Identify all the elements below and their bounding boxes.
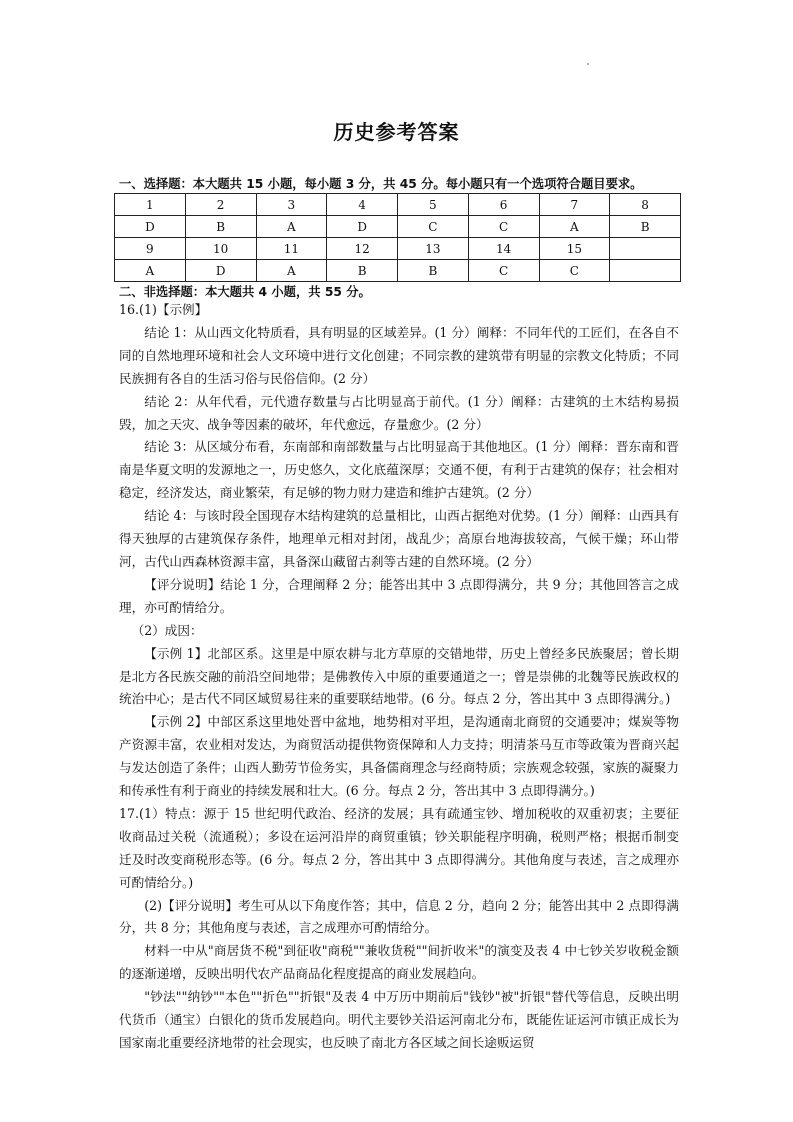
question-number-cell: 6 bbox=[468, 194, 539, 216]
question-number-cell: 1 bbox=[115, 194, 186, 216]
table-row bbox=[115, 238, 681, 260]
question-number-cell: 15 bbox=[539, 238, 610, 260]
q16-conclusion-4: 结论 4：与该时段全国现存木结构建筑的总量相比，山西占据绝对优势。(1 分）阐释：山西具有得天独厚的古建筑保存条件，地理单元相对封闭，战乱少；高原台地海拔较高，气候干燥；环山带河，古代山西森林资源丰富，具备深山藏留古刹等古建的自然环境。(2 分） bbox=[119, 508, 679, 569]
table-row bbox=[115, 260, 681, 282]
q16-label: 16.(1)【示例】 bbox=[119, 302, 208, 317]
question-number-cell: 10 bbox=[185, 238, 256, 260]
question-number-cell: 8 bbox=[610, 194, 681, 216]
table-row bbox=[115, 194, 681, 216]
question-number-cell: 5 bbox=[398, 194, 469, 216]
page-title: 历史参考答案 bbox=[333, 120, 460, 144]
section-2-heading: 二、非选择题：本大题共 4 小题，共 55 分。 bbox=[119, 285, 371, 299]
q16-conclusion-3: 结论 3：从区域分布看，东南部和南部数量与占比明显高于其他地区。(1 分）阐释：晋东南和晋南是华夏文明的发源地之一，历史悠久，文化底蕴深厚；交通不便，有利于古建筑的保存；社会相对稳定，经济发达，商业繁荣，有足够的物力财力建造和维护古建筑。(2 分） bbox=[119, 439, 679, 501]
question-number-cell: 9 bbox=[115, 238, 186, 260]
question-number-cell: 3 bbox=[256, 194, 327, 216]
question-number-cell: 14 bbox=[468, 238, 539, 260]
answer-cell: C bbox=[468, 260, 539, 282]
answer-cell: B bbox=[185, 216, 256, 238]
q17-part2-scoring: (2)【评分说明】考生可从以下角度作答；其中，信息 2 分，趋向 2 分；能答出其中 2 点即得满分，共 8 分；其他角度与表述，言之成理亦可酌情给分。 bbox=[119, 897, 679, 936]
q16-example-1: 【示例 1】北部区系。这里是中原农耕与北方草原的交错地带，历史上曾经多民族聚居；曾长期是北方各民族交融的前沿空间地带；是佛教传入中原的重要通道之一；曾是崇佛的北魏等民族政权的统治中心；是古代不同区域贸易往来的重要联结地带。(6 分。每点 2 分，答出其中 3 点即得满分。) bbox=[119, 645, 679, 707]
q17-currency-trend: "钞法""纳钞""本色""折色""折银"及表 4 中万历中期前后"钱钞"被"折银"替代等信息，反映出明代货币（通宝）白银化的货币发展趋向。明代主要钞关沿运河南北分布，既能佐证运河市镇正成长为国家南北重要经济地带的社会现实，也反映了南北方各区域之间长途贩运贸 bbox=[119, 989, 679, 1050]
answer-cell: D bbox=[115, 216, 186, 238]
answer-cell: B bbox=[327, 260, 398, 282]
table-row bbox=[115, 216, 681, 238]
q17-material-1: 材料一中从"商居货不税"到征收"商税""兼收货税""间折收米"的演变及表 4 中七钞关岁收税金额的逐渐递增，反映出明代农产品商品化程度提高的商业发展趋向。 bbox=[119, 943, 679, 982]
answer-cell: C bbox=[398, 216, 469, 238]
answer-cell: C bbox=[468, 216, 539, 238]
question-number-cell bbox=[610, 238, 681, 260]
answer-cell: A bbox=[256, 216, 327, 238]
question-number-cell: 11 bbox=[256, 238, 327, 260]
answer-cell: B bbox=[610, 216, 681, 238]
answer-cell: A bbox=[115, 260, 186, 282]
answer-cell bbox=[610, 260, 681, 282]
answer-table bbox=[114, 193, 681, 282]
q17-part1: 17.(1）特点：源于 15 世纪明代政治、经济的发展；具有疏通宝钞、增加税收的双重初衷；主要征收商品过关税（流通税）；多设在运河沿岸的商贸重镇；钞关职能程序明确，税则严格；根据币制变迁及时改变商税形态等。(6 分。每点 2 分，答出其中 3 点即得满分。其他角度与表述，言之成理亦可酌情给分。) bbox=[119, 805, 679, 890]
q16-scoring-note: 【评分说明】结论 1 分，合理阐释 2 分；能答出其中 3 点即得满分，共 9 分；其他回答言之成理，亦可酌情给分。 bbox=[119, 576, 679, 615]
answer-cell: A bbox=[539, 216, 610, 238]
q16-conclusion-1: 结论 1：从山西文化特质看，具有明显的区域差异。(1 分）阐释：不同年代的工匠们，在各自不同的自然地理环境和社会人文环境中进行文化创建；不同宗教的建筑带有明显的宗教文化特质；不同民族拥有各自的生活习俗与民俗信仰。(2 分） bbox=[119, 324, 679, 386]
answer-cell: A bbox=[256, 260, 327, 282]
answer-cell: C bbox=[539, 260, 610, 282]
scan-dot bbox=[587, 63, 589, 65]
answer-cell: B bbox=[398, 260, 469, 282]
answer-cell: D bbox=[327, 216, 398, 238]
answer-cell: D bbox=[185, 260, 256, 282]
q16-example-2: 【示例 2】中部区系这里地处晋中盆地，地势相对平坦，是沟通南北商贸的交通要冲；煤炭等物产资源丰富，农业相对发达，为商贸活动提供物资保障和人力支持；明清茶马互市等政策为晋商兴起与发达创造了条件；山西人勤劳节俭务实，具备儒商理念与经商特质；宗族观念较强，家族的凝聚力和传承性有利于商业的持续发展和壮大。(6 分。每点 2 分，答出其中 3 点即得满分。) bbox=[119, 714, 679, 799]
question-number-cell: 13 bbox=[398, 238, 469, 260]
question-number-cell: 12 bbox=[327, 238, 398, 260]
question-number-cell: 4 bbox=[327, 194, 398, 216]
q16-conclusion-2: 结论 2：从年代看，元代遗存数量与占比明显高于前代。(1 分）阐释：古建筑的土木结构易损毁，加之天灾、战争等因素的破坏，年代愈远，存量愈少。(2 分） bbox=[119, 393, 679, 432]
question-number-cell: 7 bbox=[539, 194, 610, 216]
answer-body bbox=[119, 299, 679, 1055]
q16-part2-label: （2）成因： bbox=[131, 622, 203, 638]
question-number-cell: 2 bbox=[185, 194, 256, 216]
section-1-heading: 一、选择题：本大题共 15 小题，每小题 3 分，共 45 分。每小题只有一个选项符合题目要求。 bbox=[119, 177, 643, 191]
